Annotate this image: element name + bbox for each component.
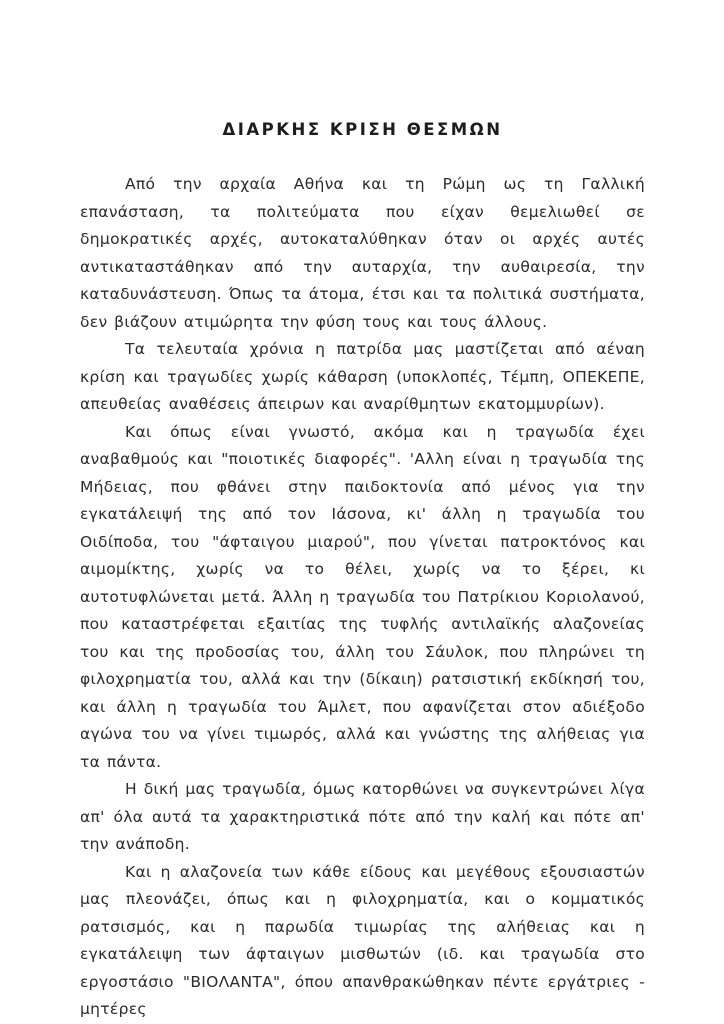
document-title: ΔΙΑΡΚΗΣ ΚΡΙΣΗ ΘΕΣΜΩΝ (222, 120, 503, 139)
paragraph-4: Η δική μας τραγωδία, όμως κατορθώνει να συγκεντρώνει λίγα απ' όλα αυτά τα χαρακτηριστικά πότε από την καλή και πότε απ' την ανάποδη. (80, 780, 645, 853)
paragraph-5: Και η αλαζονεία των κάθε είδους και μεγέθους εξουσιαστών μας πλεονάζει, όπως και η φιλοχρηματία, και ο κομματικός ρατσισμός, και η παρωδία τιμωρίας της αλήθειας και η εγκατάλειψη των άφταιγων μισθωτών (ιδ. και τραγωδία στο εργοστάσιο "ΒΙΟΛΑΝΤΑ", όπου απανθρακώθηκαν πέντε εργάτριες - μητέρες (80, 862, 645, 1018)
paragraph-1: Από την αρχαία Αθήνα και τη Ρώμη ως τη Γαλλική επανάσταση, τα πολιτεύματα που είχαν θεμελιωθεί σε δημοκρατικές αρχές, αυτοκαταλύθηκαν όταν οι αρχές αυτές αντικαταστάθηκαν από την αυταρχία, την αυθαιρεσία, την καταδυνάστευση. Όπως τα άτομα, έτσι και τα πολιτικά συστήματα, δεν βιάζουν ατιμώρητα την φύση τους και τους άλλους. (80, 175, 645, 331)
paragraph-2: Τα τελευταία χρόνια η πατρίδα μας μαστίζεται από αέναη κρίση και τραγωδίες χωρίς κάθαρση (υποκλοπές, Τέμπη, ΟΠΕΚΕΠΕ, απευθείας αναθέσεις άπειρων και αναρίθμητων εκατομμυρίων). (80, 340, 645, 413)
paragraph-3: Και όπως είναι γνωστό, ακόμα και η τραγωδία έχει αναβαθμούς και "ποιοτικές διαφορές". 'Αλλη είναι η τραγωδία της Μήδειας, που φθάνει στην παιδοκτονία από μένος για την εγκατάλειψή της από τον Ιάσονα, κι' άλλη η τραγωδία του Οιδίποδα, του "άφταιγου μιαρού", που γίνεται πατροκτόνος και αιμομίκτης, χωρίς να το θέλει, χωρίς να το ξέρει, κι αυτοτυφλώνεται μετά. Άλλη η τραγωδία του Πατρίκιου Κοριολανού, που καταστρέφεται εξαιτίας της τυφλής αντιλαϊκής αλαζονείας του και της προδοσίας του, άλλη του Σάυλοκ, που πληρώνει τη φιλοχρηματία του, αλλά και την (δίκαιη) ρατσιστική εκδίκησή του, και άλλη η τραγωδία του Άμλετ, που αφανίζεται στον αδιέξοδο αγώνα του να γίνει τιμωρός, αλλά και γνώστης της αλήθειας για τα πάντα. (80, 422, 645, 771)
document-body (80, 171, 645, 1024)
